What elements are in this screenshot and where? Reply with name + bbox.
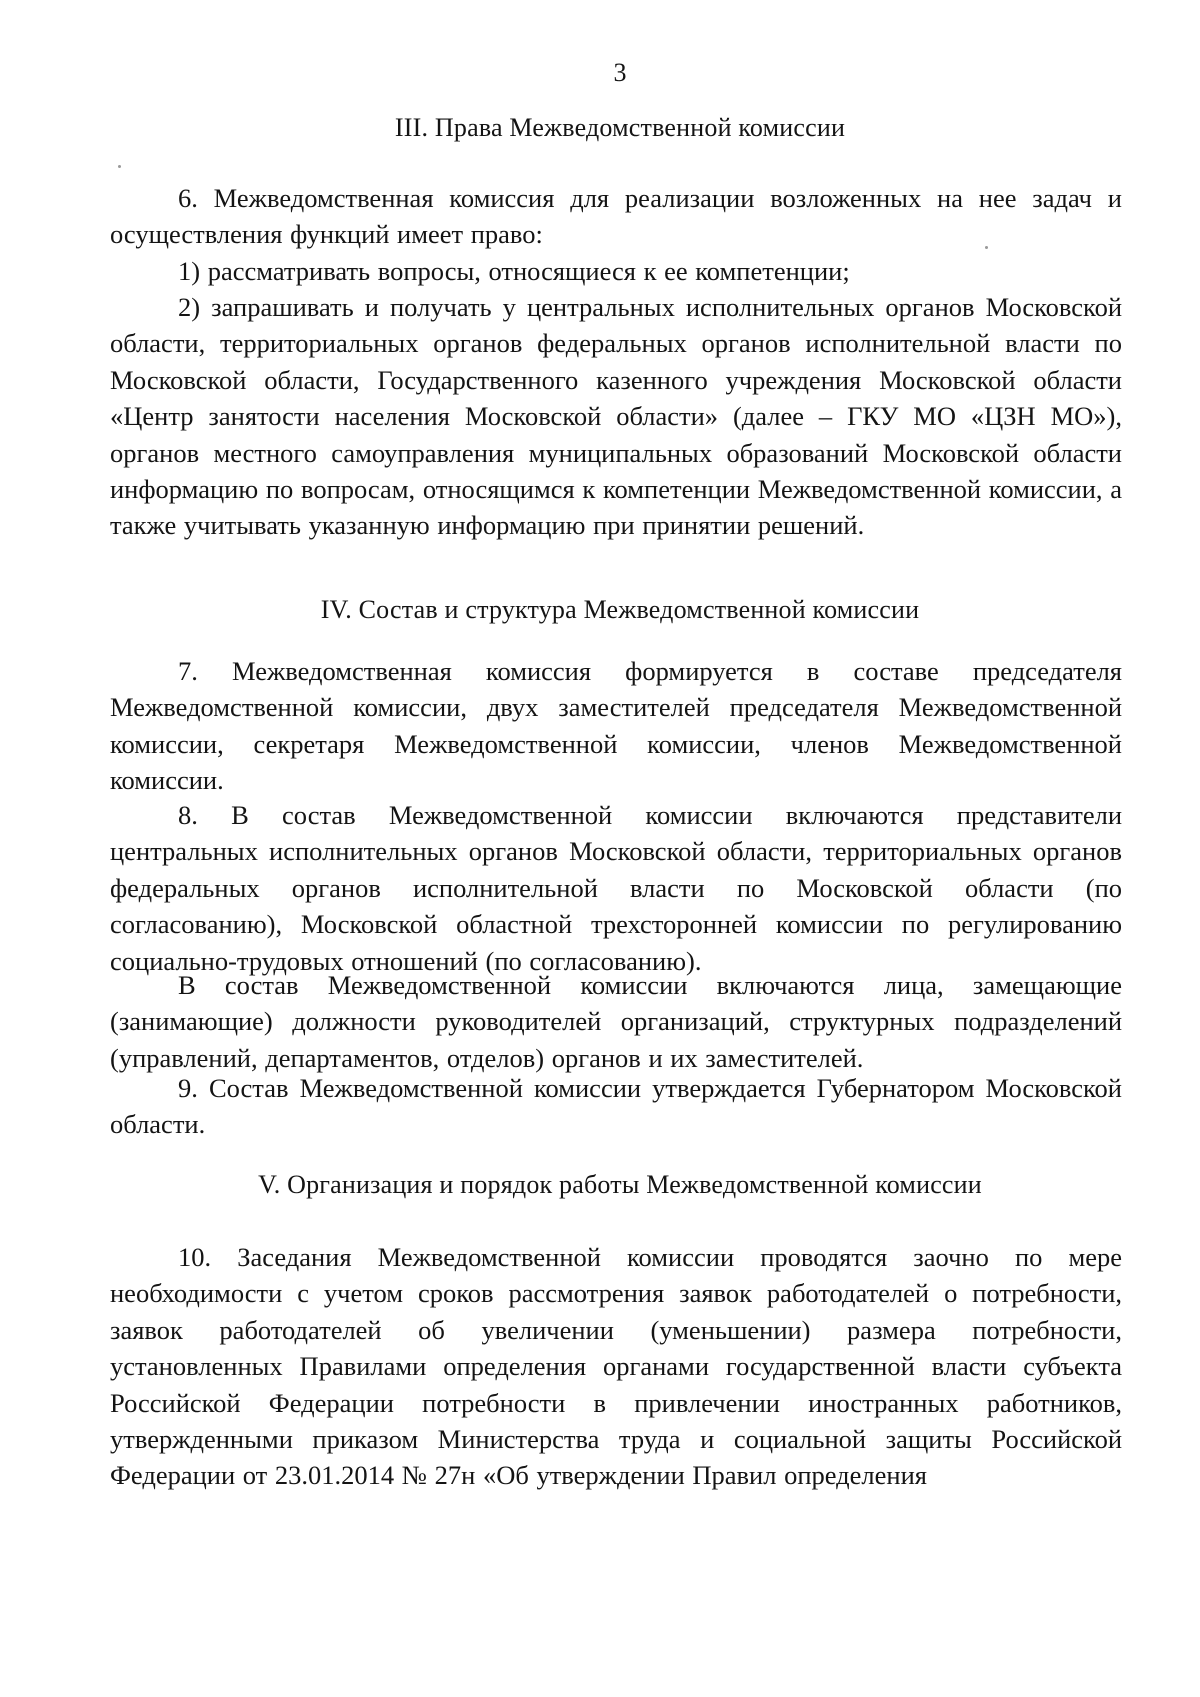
section-3-heading: III. Права Межведомственной комиссии: [394, 113, 846, 142]
section-4-heading: IV. Состав и структура Межведомственной комиссии: [320, 595, 920, 624]
paragraph-8: 8. В состав Межведомственной комиссии включаются представители центральных исполнительных органов Московской области, территориальных органов федеральных органов исполнительной власти по Московской области (по согласованию), Московской областной трехсторонней комиссии по регулированию социально-трудовых отношений (по согласованию).: [110, 800, 1122, 976]
paragraph-6-item-1: 1) рассматривать вопросы, относящиеся к ее компетенции;: [178, 256, 850, 286]
paragraph-6: 6. Межведомственная комиссия для реализации возложенных на нее задач и осуществления функций имеет право:: [110, 183, 1122, 250]
scan-speck: [118, 165, 121, 168]
section-5-heading: V. Организация и порядок работы Межведомственной комиссии: [258, 1170, 982, 1199]
paragraph-10: 10. Заседания Межведомственной комиссии проводятся заочно по мере необходимости с учетом сроков рассмотрения заявок работодателей о потребности, заявок работодателей об увеличении (уменьшении) размера потребности, установленных Правилами определения органами государственной власти субъекта Российской Федерации потребности в привлечении иностранных работников, утвержденными приказом Министерства труда и социальной защиты Российской Федерации от 23.01.2014 № 27н «Об утверждении Правил определения: [110, 1242, 1122, 1491]
paragraph-7: 7. Межведомственная комиссия формируется в составе председателя Межведомственной комиссии, двух заместителей председателя Межведомственной комиссии, секретаря Межведомственной комиссии, членов Межведомственной комиссии.: [110, 656, 1122, 796]
paragraph-8-continuation: В состав Межведомственной комиссии включаются лица, замещающие (занимающие) должности руководителей организаций, структурных подразделений (управлений, департаментов, отделов) органов и их заместителей.: [110, 970, 1122, 1073]
paragraph-9: 9. Состав Межведомственной комиссии утверждается Губернатором Московской области.: [110, 1073, 1122, 1140]
scan-speck: [985, 246, 988, 249]
paragraph-6-item-2: 2) запрашивать и получать у центральных исполнительных органов Московской области, территориальных органов федеральных органов исполнительной власти по Московской области, Государственного казенного учреждения Московской области «Центр занятости населения Московской области» (далее – ГКУ МО «ЦЗН МО»), органов местного самоуправления муниципальных образований Московской области информацию по вопросам, относящимся к компетенции Межведомственной комиссии, а также учитывать указанную информацию при принятии решений.: [110, 292, 1122, 541]
page-number: 3: [613, 58, 627, 87]
